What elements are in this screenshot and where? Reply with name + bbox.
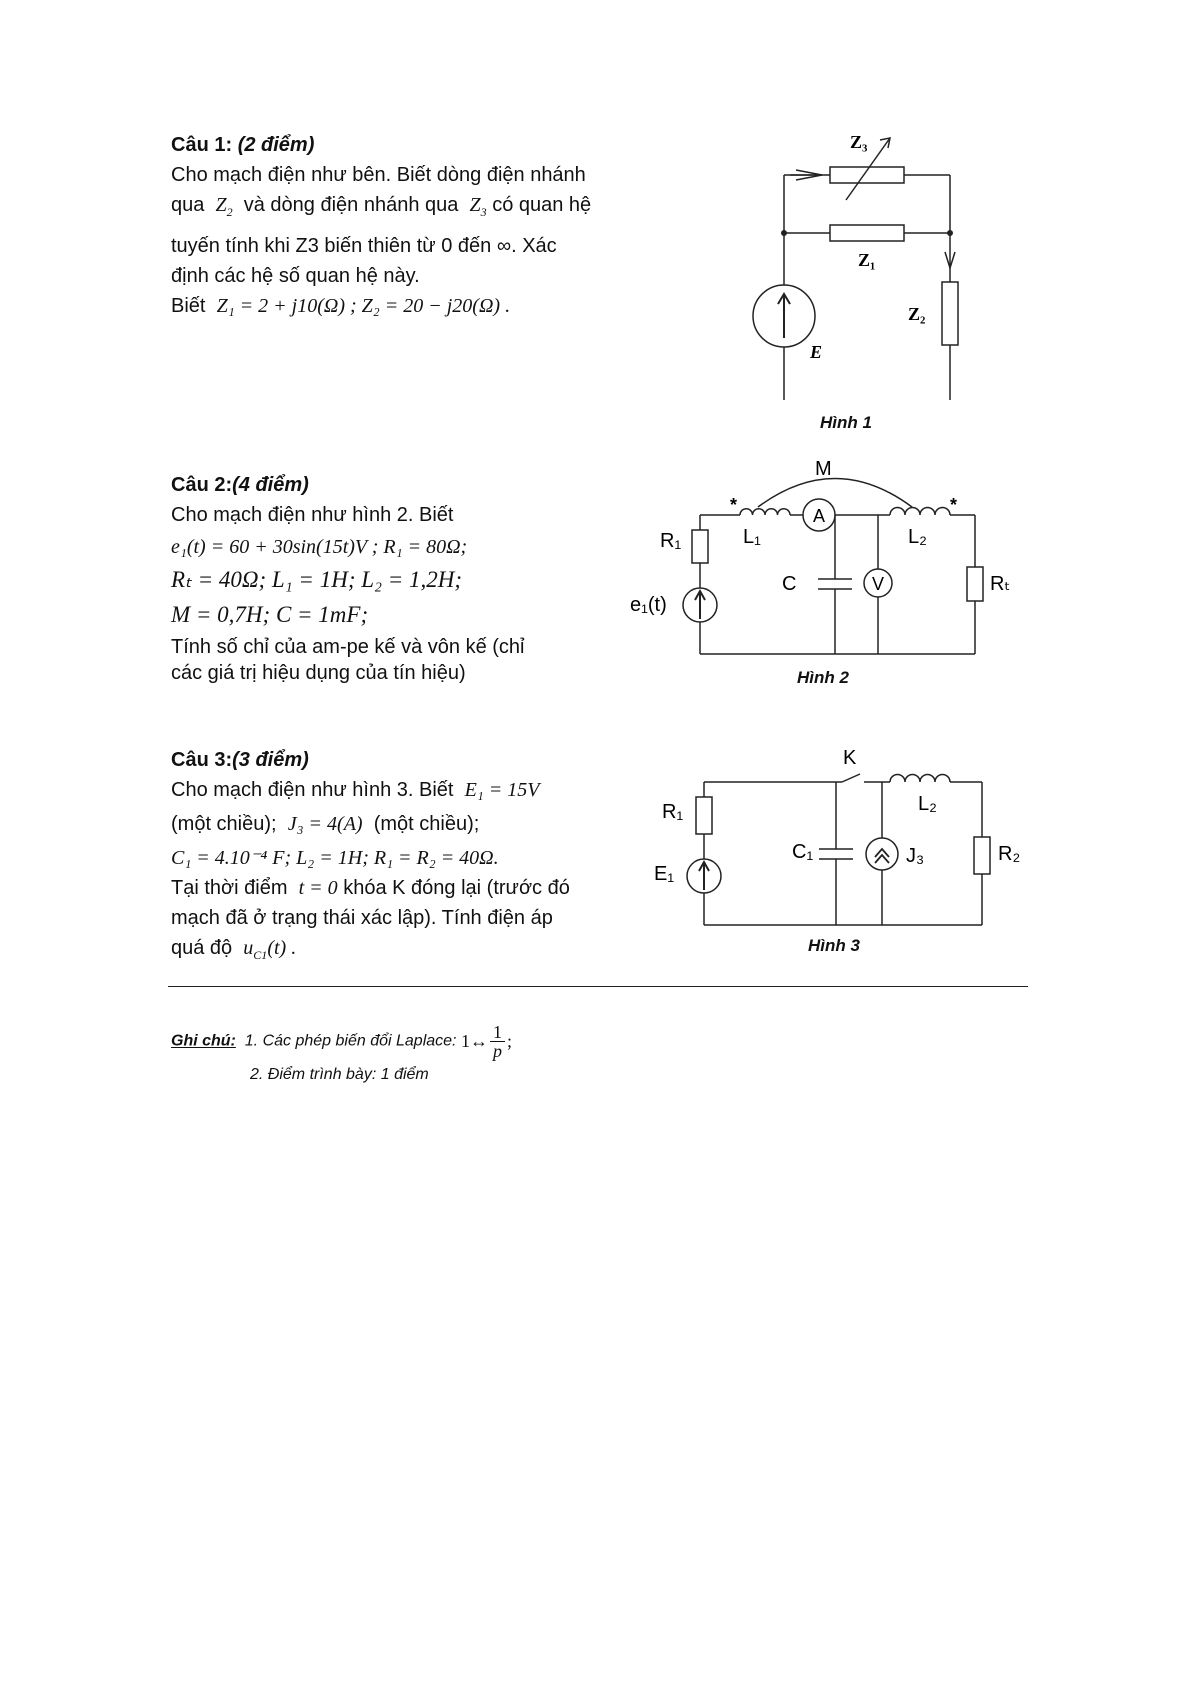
q1-score: (2 điểm) [237,134,315,156]
note-item-2: 2. Điểm trình bày: 1 điểm [250,1066,429,1083]
fig3-r2-label: R₂ [998,843,1021,865]
fig2-c-label: C [782,573,797,595]
fig3-l2-label: L₂ [918,793,937,815]
q1-line1: Cho mạch điện như bên. Biết dòng điện nhánh [171,164,586,186]
ammeter-label: A [813,506,826,526]
fig2-m-label: M [815,458,832,480]
note-item-1: 1. Các phép biến đổi Laplace: [244,1032,457,1050]
q3-line3: C₁ = 4.10⁻⁴ F; L₂ = 1H; R₁ = R₂ = 40Ω. [171,847,499,869]
fig2-star1: * [730,495,738,515]
fig2-rt-label: Rₜ [990,573,1011,595]
fig3-r1-label: R₁ [662,801,684,823]
question-2 [171,470,525,688]
fig1-z3-label: Z₃ [850,132,868,152]
q2-score: (4 điểm) [232,474,309,496]
fig2-l1-label: L₁ [743,526,761,548]
fig1-caption: Hình 1 [820,413,872,432]
q3-line4: Tại thời điểm t = 0 khóa K đóng lại (trước đó [171,877,570,899]
fig3-j3-label: J₃ [906,845,925,867]
fig1-z2-label: Z₂ [908,304,926,324]
fig1-e-label: E [810,342,823,362]
fig2-l2-label: L₂ [908,526,927,548]
note-label: Ghi chú: [171,1032,236,1050]
r1-resistor [696,797,712,834]
z1-resistor [830,225,904,241]
q2-line2: e₁(t) = 60 + 30sin(15t)V ; R₁ = 80Ω; [171,536,468,558]
question-1 [171,130,591,321]
r1-resistor [692,530,708,563]
fig1-z1-label: Z₁ [858,250,876,270]
figure-1-circuit [740,130,980,400]
fig2-e1-label: e₁(t) [630,594,667,616]
q3-line2: (một chiều); J₃ = 4(A) (một chiều); [171,813,480,835]
q1-line3: tuyến tính khi Z3 biến thiên từ 0 đến ∞. Xác [171,235,557,257]
q2-line5: Tính số chỉ của am-pe kế và vôn kế (chỉ [171,636,525,658]
rt-resistor [967,567,983,601]
fig3-e1-label: E₁ [654,863,675,885]
q2-line3: Rₜ = 40Ω; L₁ = 1H; L₂ = 1,2H; [171,567,463,592]
fig3-k-label: K [843,747,857,769]
figure-3-circuit [650,742,1030,932]
q3-line5: mạch đã ở trạng thái xác lập). Tính điện áp [171,907,553,929]
laplace-formula: 1↔ 1 p ; [460,1022,512,1061]
q2-line1: Cho mạch điện như hình 2. Biết [171,504,454,526]
fig3-caption: Hình 3 [808,936,860,955]
q3-title: Câu 3: [171,749,233,771]
fig2-star2: * [950,495,958,515]
z2-resistor [942,282,958,345]
q1-line4: định các hệ số quan hệ này. [171,265,420,287]
figure-2-circuit [630,455,1020,665]
r2-resistor [974,837,990,874]
q2-line4: M = 0,7H; C = 1mF; [171,602,369,627]
q2-title: Câu 2: [171,474,233,496]
q1-title: Câu 1: [171,134,233,156]
voltmeter-label: V [872,574,885,594]
question-3 [171,745,570,970]
note-line-1 [171,1023,512,1060]
q2-line6: các giá trị hiệu dụng của tín hiệu) [171,662,466,684]
fig2-caption: Hình 2 [797,668,849,687]
q1-line5: Biết Z₁ = 2 + j10(Ω) ; Z₂ = 20 − j20(Ω) . [171,295,511,317]
fig2-r1-label: R₁ [660,530,682,552]
fig3-c1-label: C₁ [792,841,814,863]
q3-line1: Cho mạch điện như hình 3. Biết E₁ = 15V [171,779,540,801]
q1-line2: qua $Z_2$ và dòng điện nhánh qua $Z_3$ có quan hệ [171,194,592,219]
divider [168,986,1028,987]
q3-score: (3 điểm) [232,749,309,771]
q3-line6: quá độ $u_{C1}(t)$ . [171,937,297,962]
